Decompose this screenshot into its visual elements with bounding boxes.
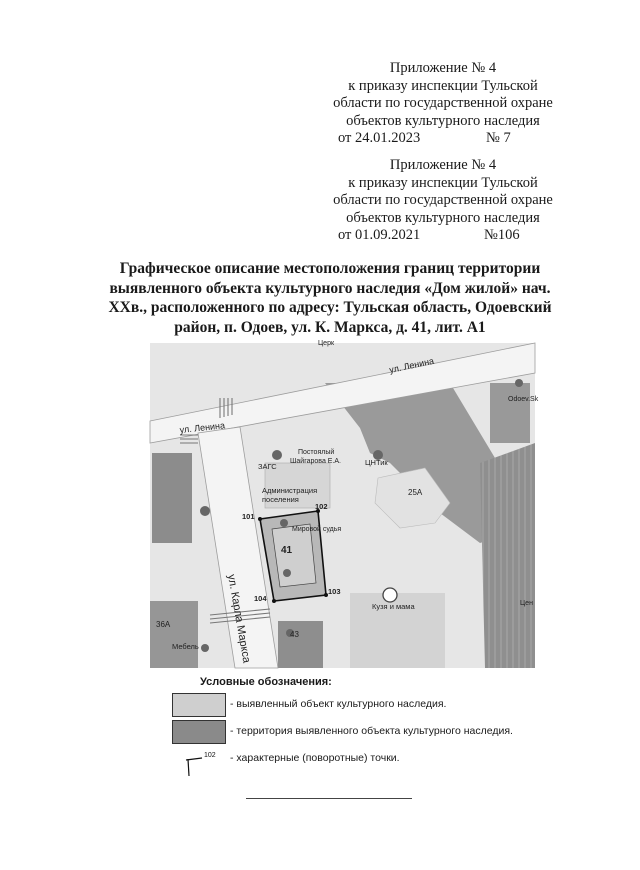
block-left-bottom (150, 601, 198, 668)
label-point-102: 102 (315, 502, 328, 511)
legend-swatch-territory (172, 720, 226, 744)
annex-title: Приложение № 4 (389, 157, 497, 173)
document-title (100, 259, 560, 337)
annex-line: области по государственной охране (333, 95, 553, 111)
annex-line: к приказу инспекции Тульской (348, 174, 538, 191)
legend-row-object (172, 693, 572, 717)
legend-point-sample: 102 (204, 752, 216, 759)
label-43: 43 (290, 630, 299, 639)
block-right (480, 443, 535, 668)
annex-number: №106 (484, 227, 520, 243)
site-map (150, 340, 539, 668)
label-36a: 36А (156, 620, 171, 629)
label-lenina-left: ул. Ленина (179, 420, 226, 435)
label-point-101: 101 (242, 512, 255, 521)
legend-point-symbol (172, 750, 224, 778)
annex-line: области по государственной охране (333, 192, 553, 208)
block-right-small (490, 383, 530, 443)
label-mebel: Мебель (172, 642, 199, 651)
label-zags: ЗАГС (258, 462, 277, 471)
annex-number: № 7 (486, 130, 511, 146)
kuzya-marker (383, 588, 397, 602)
label-lenina-top: ул. Ленина (388, 355, 435, 375)
label-admin-2: поселения (262, 495, 299, 504)
annex-date-row (318, 227, 568, 245)
signature-line (246, 798, 412, 799)
annex-date: от 01.09.2021 (338, 227, 421, 243)
title-line: XXв., расположенного по адресу: Тульская область, Одоевский (108, 299, 552, 316)
annex-header-2021 (318, 157, 568, 245)
block-43 (278, 621, 323, 668)
label-kuzya: Кузя и мама (372, 602, 415, 611)
label-41: 41 (281, 545, 293, 556)
label-sudya: Мировой судья (292, 526, 342, 533)
annex-header-2023 (318, 60, 568, 148)
label-odoev: Odoev.Sk (508, 396, 539, 403)
annex-title: Приложение № 4 (389, 60, 497, 76)
label-postoyaly-2: Шайгарова Е.А. (290, 458, 342, 465)
legend-text-points: - характерные (поворотные) точки. (230, 752, 400, 764)
object-building (272, 524, 316, 587)
label-postoyaly: Постоялый (298, 449, 335, 456)
label-admin-1: Администрация (262, 486, 318, 495)
legend-swatch-object (172, 693, 226, 717)
title-line: Графическое описание местоположения границ территории (119, 260, 541, 277)
label-point-103: 103 (328, 587, 341, 596)
legend-title: Условные обозначения: (200, 676, 332, 688)
legend-text-territory: - территория выявленного объекта культурного наследия. (230, 725, 513, 737)
legend-row-territory (172, 720, 572, 744)
annex-line: объектов культурного наследия (346, 112, 540, 129)
legend-text-object: - выявленный объект культурного наследия. (230, 698, 447, 710)
legend-row-points (172, 750, 572, 774)
annex-date-row (318, 130, 568, 148)
title-line: выявленного объекта культурного наследия «Дом жилой» нач. (109, 279, 551, 297)
label-top: Церк (318, 340, 335, 347)
title-line: район, п. Одоев, ул. К. Маркса, д. 41, лит. А1 (174, 318, 486, 336)
annex-line: объектов культурного наследия (346, 209, 540, 226)
label-tsntik: ЦНТик (365, 458, 388, 467)
label-25a: 25А (408, 488, 423, 497)
label-point-104: 104 (254, 594, 267, 603)
annex-date: от 24.01.2023 (338, 130, 421, 146)
label-marksa: ул. Карла Маркса (225, 573, 253, 664)
annex-line: к приказу инспекции Тульской (348, 77, 538, 94)
label-center: Цен (520, 600, 533, 607)
block-left-top (152, 453, 192, 543)
